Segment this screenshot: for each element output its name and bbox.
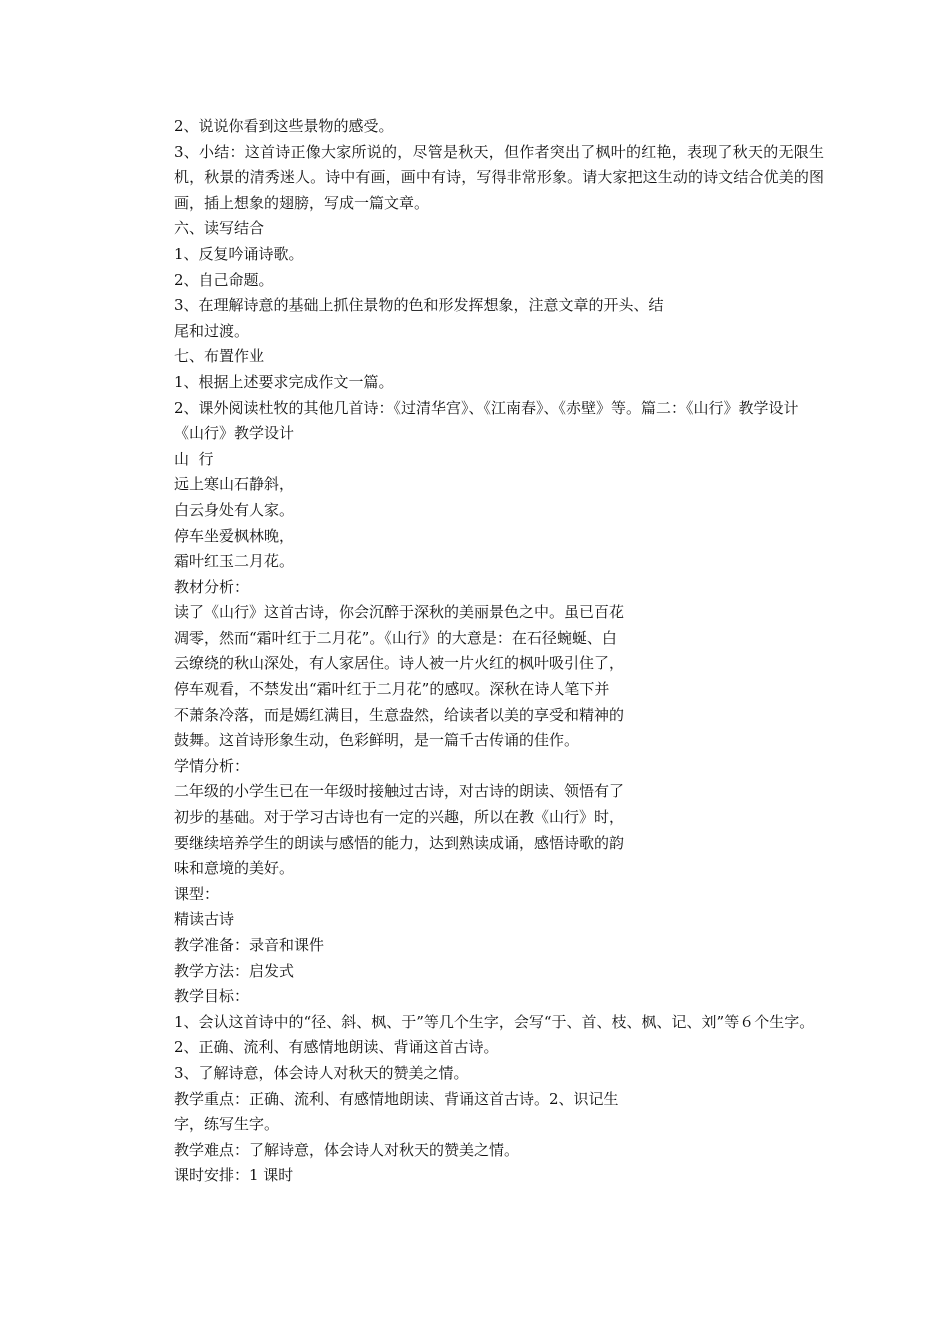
text-paragraph: 3、小结：这首诗正像大家所说的，尽管是秋天，但作者突出了枫叶的红艳，表现了秋天的无限生机，秋景的清秀迷人。诗中有画，画中有诗，写得非常形象。请大家把这生动的诗文结合优美的图画，插上想象的翅膀，写成一篇文章。 xyxy=(174,142,824,212)
text-line: 不萧条冷落，而是嫣红满目，生意盎然，给读者以美的享受和精神的 xyxy=(174,705,625,724)
text-line: 停车观看，不禁发出“霜叶红于二月花”的感叹。深秋在诗人笔下并 xyxy=(174,680,610,699)
text-line: 教学难点：了解诗意，体会诗人对秋天的赞美之情。 xyxy=(174,1140,520,1159)
section-heading: 教学目标： xyxy=(174,987,250,1006)
text-line: 3、在理解诗意的基础上抓住景物的色和形发挥想象，注意文章的开头、结 xyxy=(174,296,664,315)
text-line: 云缭绕的秋山深处，有人家居住。诗人被一片火红的枫叶吸引住了， xyxy=(174,654,625,673)
text-line: 2、正确、流利、有感情地朗读、背诵这首古诗。 xyxy=(174,1038,499,1057)
text-paragraph: 2、课外阅读杜牧的其他几首诗：《过清华宫》、《江南春》、《赤壁》等。篇二：《山行》教学设计 xyxy=(174,398,799,417)
text-line: 教学方法：启发式 xyxy=(174,961,295,980)
section-heading: 学情分析： xyxy=(174,756,250,775)
section-heading: 七、布置作业 xyxy=(174,347,265,366)
text-line: 二年级的小学生已在一年级时接触过古诗，对古诗的朗读、领悟有了 xyxy=(174,782,625,801)
text-line: 鼓舞。这首诗形象生动，色彩鲜明，是一篇千古传诵的佳作。 xyxy=(174,731,580,750)
poem-line: 远上寒山石静斜， xyxy=(174,475,295,494)
text-line: 要继续培养学生的朗读与感悟的能力，达到熟读成诵，感悟诗歌的韵 xyxy=(174,833,625,852)
text-line: 教学准备：录音和课件 xyxy=(174,936,325,954)
section-heading: 课型： xyxy=(174,884,220,903)
document-title: 《山行》教学设计 xyxy=(174,424,295,443)
document-body xyxy=(144,114,824,1189)
poem-title: 山 行 xyxy=(174,449,214,468)
text-line: 1、根据上述要求完成作文一篇。 xyxy=(174,372,394,391)
text-line: 课时安排：1 课时 xyxy=(174,1166,294,1185)
text-line: 初步的基础。对于学习古诗也有一定的兴趣，所以在教《山行》时， xyxy=(174,808,625,827)
poem-line: 霜叶红玉二月花。 xyxy=(174,552,295,571)
text-line: 凋零，然而“霜叶红于二月花”。《山行》的大意是：在石径蜿蜒、白 xyxy=(174,628,617,647)
section-heading: 教材分析： xyxy=(174,577,250,596)
text-line: 2、说说你看到这些景物的感受。 xyxy=(174,117,394,135)
text-line: 1、反复吟诵诗歌。 xyxy=(174,244,304,263)
text-line: 教学重点：正确、流利、有感情地朗读、背诵这首古诗。2、识记生 xyxy=(174,1089,619,1108)
text-line: 读了《山行》这首古诗，你会沉醉于深秋的美丽景色之中。虽已百花 xyxy=(174,603,625,622)
poem-line: 停车坐爱枫林晚， xyxy=(174,526,295,545)
text-line: 精读古诗 xyxy=(174,910,235,929)
poem-line: 白云身处有人家。 xyxy=(174,500,295,519)
text-line: 尾和过渡。 xyxy=(174,321,250,340)
text-line: 2、自己命题。 xyxy=(174,270,274,289)
section-heading: 六、读写结合 xyxy=(174,219,265,238)
text-line: 3、了解诗意，体会诗人对秋天的赞美之情。 xyxy=(174,1063,469,1082)
text-line: 字，练写生字。 xyxy=(174,1115,280,1134)
text-line: 味和意境的美好。 xyxy=(174,859,295,878)
text-paragraph: 1、会认这首诗中的“径、斜、枫、于”等几个生字，会写“于、首、枝、枫、记、刘”等６个生字。 xyxy=(174,1012,815,1031)
